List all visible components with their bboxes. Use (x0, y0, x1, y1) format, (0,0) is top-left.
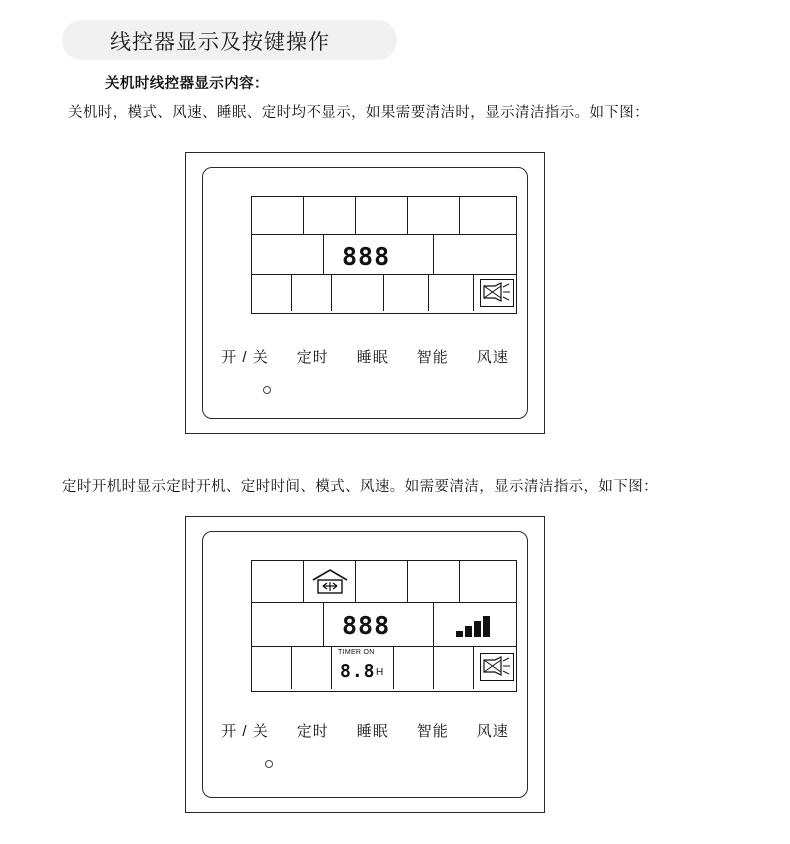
wired-controller-poweroff (185, 152, 545, 434)
button-fanspeed[interactable]: 风速 (476, 349, 509, 366)
lcd-cell-r3c2 (292, 275, 332, 311)
lcd-cell-r1c2 (304, 197, 356, 234)
button-sleep[interactable]: 睡眠 (356, 723, 389, 740)
clean-filter-icon (480, 279, 514, 307)
lcd-row-top (252, 561, 516, 603)
indicator-led (265, 760, 273, 768)
lcd-cell-r2c1 (252, 235, 324, 274)
home-icon (309, 567, 351, 597)
timer-digits: 8.8 (340, 661, 376, 682)
timer-on-label: TIMER ON (338, 649, 375, 656)
lcd-cell-r3c3 (332, 275, 384, 311)
button-timer[interactable]: 定时 (296, 349, 329, 366)
lcd-cell-temperature (324, 603, 434, 646)
button-fanspeed[interactable]: 风速 (476, 723, 509, 740)
fan-speed-icon (456, 615, 490, 637)
lcd-cell-r1c5 (460, 561, 514, 602)
lcd-row-bottom (252, 647, 516, 689)
lcd-cell-timer (332, 647, 394, 689)
lcd-row-bottom (252, 275, 516, 311)
lcd-cell-fan-area (434, 235, 514, 274)
button-timer[interactable]: 定时 (296, 723, 329, 740)
indicator-led (263, 386, 271, 394)
lcd-cell-r2c1 (252, 603, 324, 646)
paragraph-poweroff-description: 关机时，模式、风速、睡眠、定时均不显示，如果需要清洁时，显示清洁指示。如下图： (68, 105, 650, 121)
clean-filter-icon (480, 653, 514, 681)
wired-controller-timeron (185, 516, 545, 813)
lcd-cell-r3c4 (384, 275, 429, 311)
lcd-cell-r3c5 (434, 647, 474, 689)
button-sleep[interactable]: 睡眠 (356, 349, 389, 366)
lcd-cell-r1c3 (356, 197, 408, 234)
lcd-display-poweroff (251, 196, 517, 314)
button-smart[interactable]: 智能 (416, 349, 449, 366)
lcd-cell-r1c4 (408, 197, 460, 234)
button-label-row-1 (203, 346, 527, 367)
lcd-display-timeron (251, 560, 517, 692)
lcd-cell-r3c2 (292, 647, 332, 689)
lcd-cell-r3c5 (429, 275, 474, 311)
lcd-cell-r3c1 (252, 647, 292, 689)
lcd-cell-r1c5 (460, 197, 514, 234)
lcd-cell-temperature (324, 235, 434, 274)
controller-inner-bezel (202, 531, 528, 798)
lcd-cell-r1c1 (252, 197, 304, 234)
button-power[interactable]: 开 / 关 (221, 723, 269, 740)
button-label-row-2 (203, 720, 527, 741)
lcd-row-middle (252, 235, 516, 275)
lcd-main-digits: 888 (342, 611, 391, 640)
lcd-cell-r3c1 (252, 275, 292, 311)
lcd-row-top (252, 197, 516, 235)
lcd-cell-r1c1 (252, 561, 304, 602)
lcd-main-digits: 888 (342, 242, 391, 271)
section-title: 线控器显示及按键操作 (110, 31, 330, 54)
timer-unit: H (376, 667, 384, 678)
button-power[interactable]: 开 / 关 (221, 349, 269, 366)
paragraph-timeron-description: 定时开机时显示定时开机、定时时间、模式、风速。如需要清洁，显示清洁指示，如下图： (62, 479, 658, 495)
button-smart[interactable]: 智能 (416, 723, 449, 740)
lcd-cell-r1c4 (408, 561, 460, 602)
lcd-cell-r3c4 (394, 647, 434, 689)
controller-inner-bezel (202, 167, 528, 419)
paragraph-heading-poweroff: 关机时线控器显示内容： (105, 76, 269, 92)
lcd-cell-r1c3 (356, 561, 408, 602)
